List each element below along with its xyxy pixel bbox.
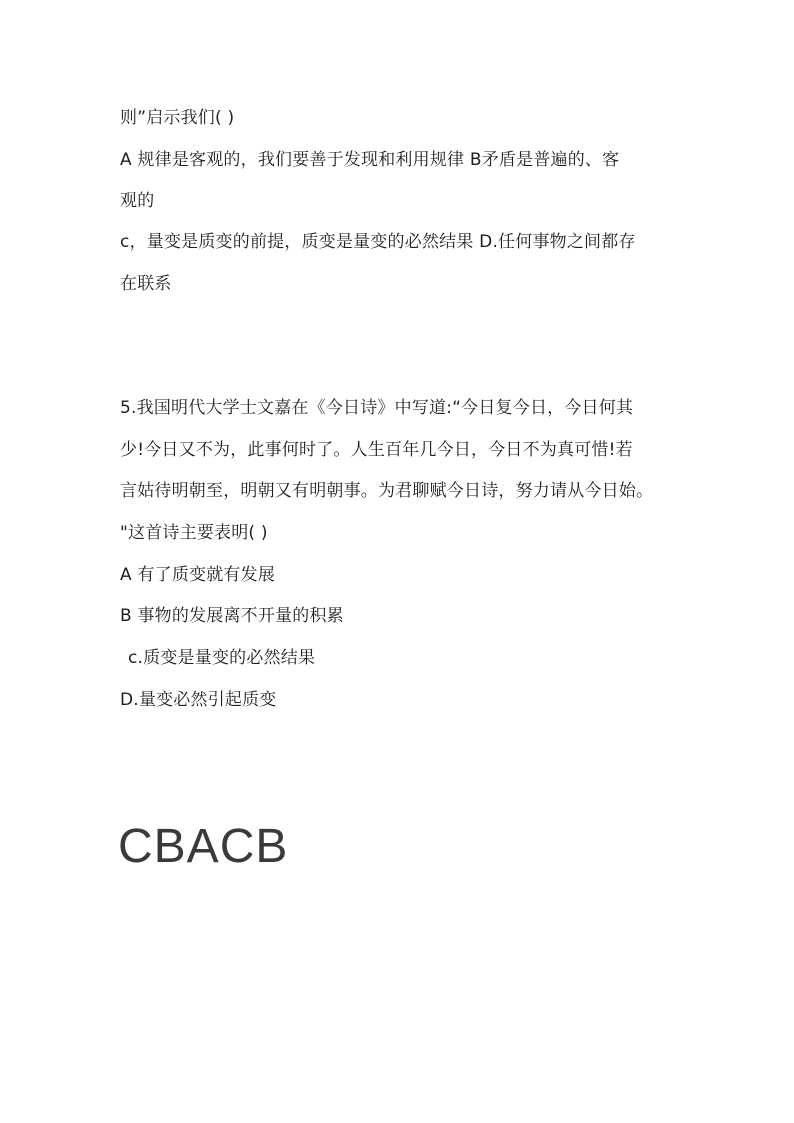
answer-key: CBACB — [118, 820, 289, 873]
q5-stem-line2: 少!今日又不为，此事何时了。人生百年几今日，今日不为真可惜!若 — [120, 440, 633, 460]
q4-option-cd-line1: c，量变是质变的前提，质变是量变的必然结果 D.任何事物之间都存 — [120, 232, 636, 252]
q4-stem-end: 则”启示我们( ) — [120, 108, 235, 128]
q5-option-b: B 事物的发展离不开量的积累 — [120, 606, 344, 626]
q5-stem-line3: 言姑待明朝至，明朝又有明朝事。为君聊赋今日诗，努力请从今日始。 — [120, 481, 654, 501]
q5-option-d: D.量变必然引起质变 — [120, 690, 277, 710]
q4-option-ab-line1: A 规律是客观的，我们要善于发现和利用规律 B矛盾是普遍的、客 — [120, 150, 620, 170]
q5-option-c: c.质变是量变的必然结果 — [128, 648, 316, 668]
q5-option-a: A 有了质变就有发展 — [120, 565, 276, 585]
q5-stem-line1: 5.我国明代大学士文嘉在《今日诗》中写道:“今日复今日，今日何其 — [120, 398, 634, 418]
q5-stem-line4: "这首诗主要表明( ) — [120, 523, 268, 543]
q4-option-cd-line2: 在联系 — [120, 274, 172, 294]
q4-option-ab-line2: 观的 — [120, 191, 155, 211]
